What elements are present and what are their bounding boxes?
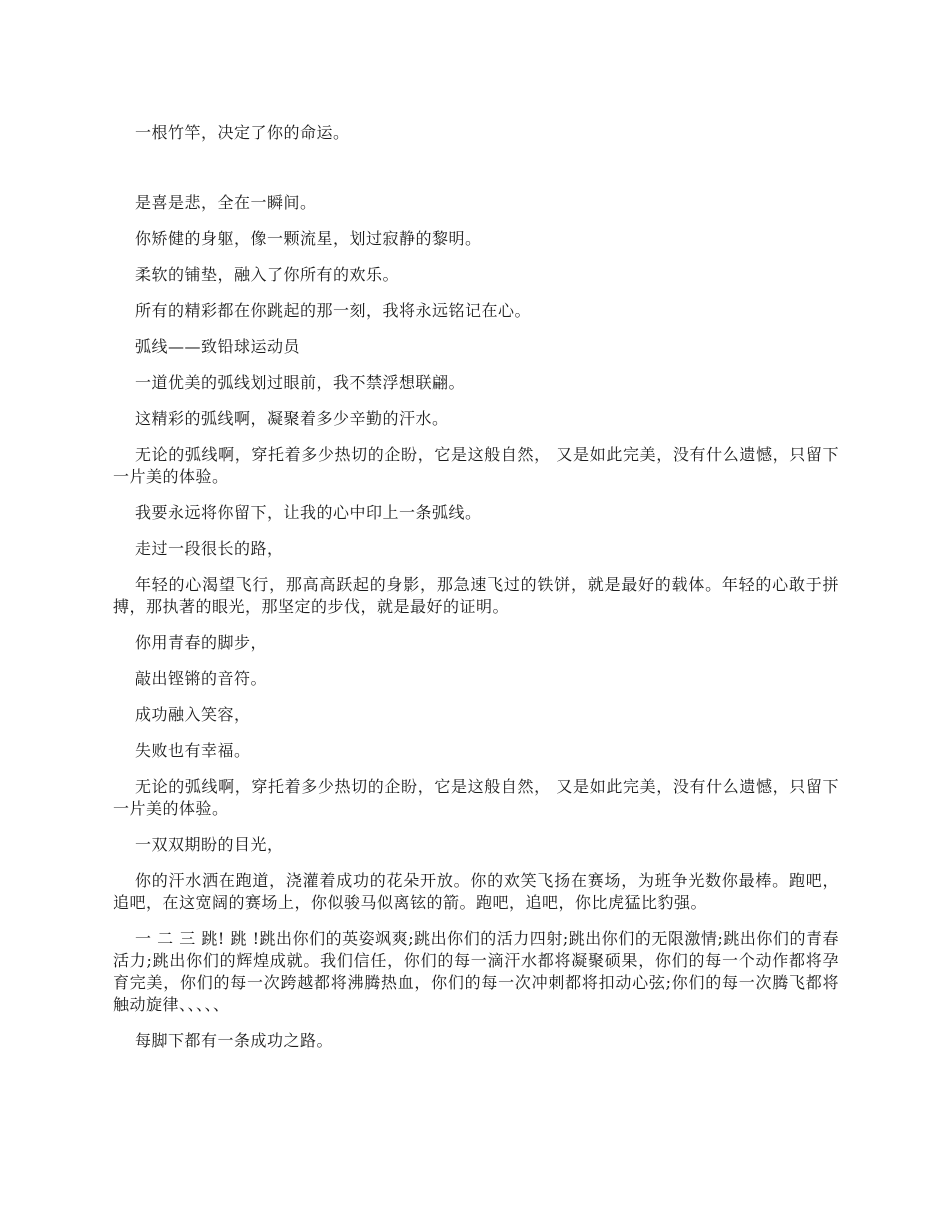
paragraph: 成功融入笑容， [135, 705, 251, 724]
paragraph: 是喜是悲，全在一瞬间。 [135, 193, 317, 212]
paragraph: 一 二 三 跳! 跳 !跳出你们的英姿飒爽;跳出你们的活力四射;跳出你们的无限激情;跳出你们的青春活力;跳出你们的辉煌成就。我们信任，你们的每一滴汗水都将凝聚硕果，你们的每一个动作都将孕育完美，你们的每一次跨越都将沸腾热血，你们的每一次冲刺都将扣动心弦;你们的每一次腾飞都将触动旋律、、、、、 [113, 929, 839, 1014]
paragraph: 无论的弧线啊，穿托着多少热切的企盼，它是这般自然， 又是如此完美，没有什么遗憾，只留下一片美的体验。 [113, 777, 839, 818]
paragraph: 一道优美的弧线划过眼前，我不禁浮想联翩。 [135, 373, 466, 392]
paragraph: 这精彩的弧线啊，凝聚着多少辛勤的汗水。 [135, 409, 449, 428]
paragraph: 一根竹竿，决定了你的命运。 [135, 123, 350, 142]
paragraph: 走过一段很长的路， [135, 539, 284, 558]
paragraph: 每脚下都有一条成功之路。 [135, 1031, 334, 1050]
paragraph: 无论的弧线啊，穿托着多少热切的企盼，它是这般自然， 又是如此完美，没有什么遗憾，只留下一片美的体验。 [113, 445, 839, 486]
paragraph: 你用青春的脚步， [135, 633, 268, 652]
paragraph: 你矫健的身躯，像一颗流星，划过寂静的黎明。 [135, 229, 482, 248]
paragraph: 我要永远将你留下，让我的心中印上一条弧线。 [135, 503, 482, 522]
document-body [113, 122, 839, 1066]
paragraph: 你的汗水洒在跑道，浇灌着成功的花朵开放。你的欢笑飞扬在赛场，为班争光数你最棒。跑吧，追吧，在这宽阔的赛场上，你似骏马似离铉的箭。跑吧，追吧，你比虎猛比豹强。 [113, 871, 839, 912]
paragraph: 所有的精彩都在你跳起的那一刻，我将永远铭记在心。 [135, 301, 532, 320]
paragraph: 失败也有幸福。 [135, 741, 251, 760]
paragraph: 敲出铿锵的音符。 [135, 669, 268, 688]
paragraph: 一双双期盼的目光， [135, 835, 284, 854]
paragraph: 柔软的铺垫，融入了你所有的欢乐。 [135, 265, 400, 284]
paragraph: 年轻的心渴望飞行，那高高跃起的身影，那急速飞过的铁饼，就是最好的载体。年轻的心敢于拼搏，那执著的眼光，那坚定的步伐，就是最好的证明。 [113, 575, 839, 616]
section-heading: 弧线——致铅球运动员 [135, 337, 301, 356]
